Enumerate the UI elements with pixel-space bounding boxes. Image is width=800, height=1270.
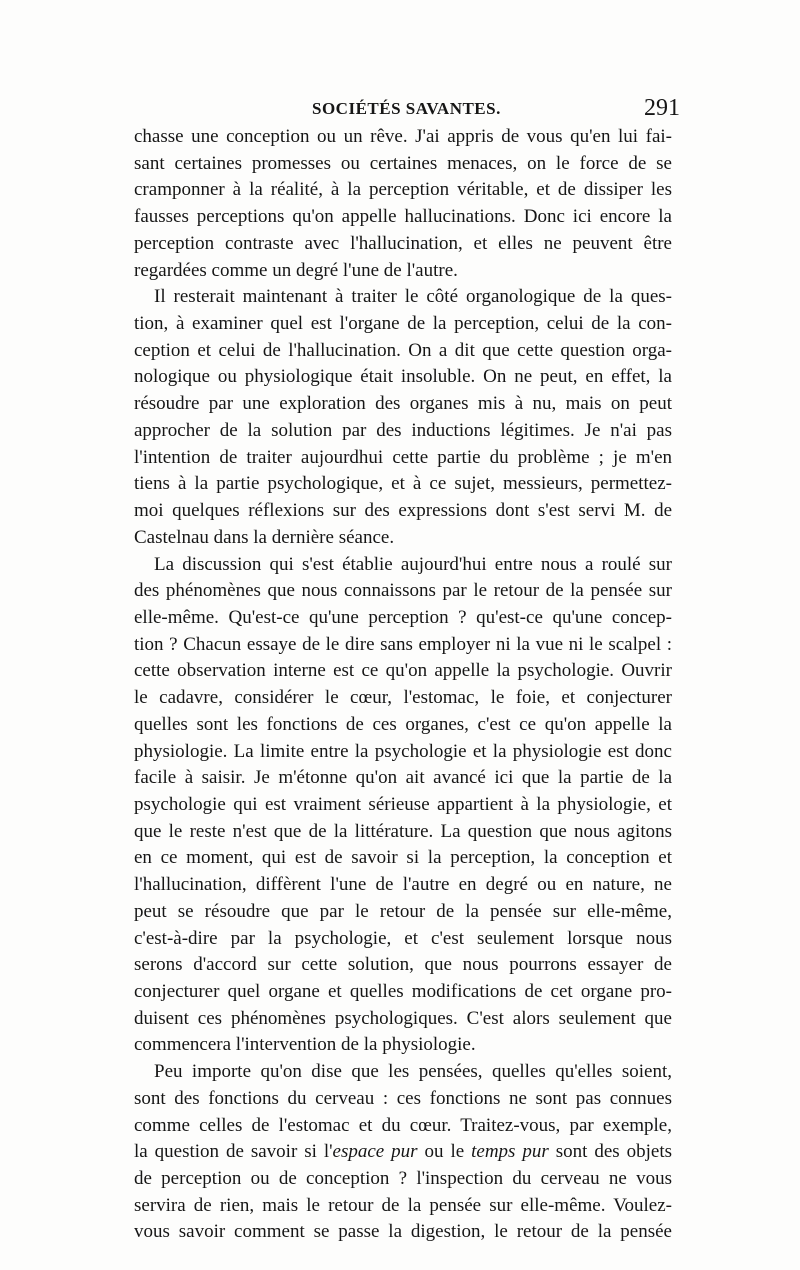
text-line: servira de rien, mais le retour de la pensée sur elle-même. Voulez- xyxy=(134,1194,672,1216)
text-line: duisent ces phénomènes psychologiques. C'est alors seulement que xyxy=(134,1007,672,1029)
body-text xyxy=(134,124,672,1246)
text-line: psychologie qui est vraiment sérieuse appartient à la physiologie, et xyxy=(134,793,672,815)
text-line: conjecturer quel organe et quelles modifications de cet organe pro- xyxy=(134,981,672,1002)
text-line: de perception ou de conception ? l'inspection du cerveau ne vous xyxy=(134,1168,672,1190)
page-number: 291 xyxy=(644,95,680,121)
text-line: Castelnau dans la dernière séance. xyxy=(134,526,395,548)
text-line: sant certaines promesses ou certaines menaces, on le force de se xyxy=(134,152,672,174)
italic-fragment: temps pur xyxy=(471,1141,549,1163)
text-line: cramponner à la réalité, à la perception véritable, et de dissiper les xyxy=(134,179,672,201)
text-line: cette observation interne est ce qu'on appelle la psychologie. Ouvrir xyxy=(134,660,672,682)
running-head xyxy=(134,93,684,123)
text-line: peut se résoudre que par le retour de la pensée sur elle-même, xyxy=(134,900,672,922)
text-line: physiologie. La limite entre la psychologie et la physiologie est donc xyxy=(134,740,672,762)
text-fragment: ou le xyxy=(417,1141,472,1163)
text-line: vous savoir comment se passe la digestion, le retour de la pensée xyxy=(134,1221,672,1243)
text-line: tion ? Chacun essaye de le dire sans employer ni la vue ni le scalpel : xyxy=(134,633,672,655)
text-line: facile à saisir. Je m'étonne qu'on ait avancé ici que la partie de la xyxy=(134,767,672,789)
text-line-with-italics xyxy=(134,1139,672,1166)
text-fragment: sont des objets xyxy=(548,1141,673,1163)
text-line: le cadavre, considérer le cœur, l'estomac, le foie, et conjecturer xyxy=(134,687,672,709)
text-line: quelles sont les fonctions de ces organes, c'est ce qu'on appelle la xyxy=(134,713,672,735)
text-line: chasse une conception ou un rêve. J'ai appris de vous qu'en lui fai- xyxy=(134,126,672,147)
text-line: Peu importe qu'on dise que les pensées, quelles qu'elles soient, xyxy=(154,1061,672,1083)
text-line: sont des fonctions du cerveau : ces fonctions ne sont pas connues xyxy=(134,1087,672,1109)
text-line: fausses perceptions qu'on appelle hallucinations. Donc ici encore la xyxy=(134,206,672,228)
text-line: elle-même. Qu'est-ce qu'une perception ? qu'est-ce qu'une concep- xyxy=(134,606,672,628)
text-line: perception contraste avec l'hallucination, et elles ne peuvent être xyxy=(134,232,672,254)
text-line: regardées comme un degré l'une de l'autre. xyxy=(134,259,458,281)
text-line: Il resterait maintenant à traiter le côté organologique de la ques- xyxy=(154,286,672,308)
text-line: La discussion qui s'est établie aujourd'hui entre nous a roulé sur xyxy=(154,553,672,575)
text-line: tion, à examiner quel est l'organe de la perception, celui de la con- xyxy=(134,313,672,335)
text-line: nologique ou physiologique était insoluble. On ne peut, en effet, la xyxy=(134,366,672,388)
text-line: approcher de la solution par des inductions légitimes. Je n'ai pas xyxy=(134,419,672,441)
text-line: résoudre par une exploration des organes mis à nu, mais on peut xyxy=(134,393,672,415)
text-line: que le reste n'est que de la littérature. La question que nous agitons xyxy=(134,820,672,842)
text-line: serons d'accord sur cette solution, que nous pourrons essayer de xyxy=(134,954,672,976)
text-line: l'hallucination, diffèrent l'une de l'autre en degré ou en nature, ne xyxy=(134,874,672,896)
text-line: ception et celui de l'hallucination. On a dit que cette question orga- xyxy=(134,339,672,361)
text-line: des phénomènes que nous connaissons par le retour de la pensée sur xyxy=(134,580,672,602)
text-line: moi quelques réflexions sur des expressions dont s'est servi M. de xyxy=(134,500,672,522)
text-line: en ce moment, qui est de savoir si la perception, la conception et xyxy=(134,847,672,869)
text-line: comme celles de l'estomac et du cœur. Traitez-vous, par exemple, xyxy=(134,1114,672,1136)
running-title: SOCIÉTÉS SAVANTES. xyxy=(312,99,501,118)
text-line: c'est-à-dire par la psychologie, et c'est seulement lorsque nous xyxy=(134,927,672,949)
text-fragment: la question de savoir si l' xyxy=(134,1141,333,1163)
text-line: commencera l'intervention de la physiologie. xyxy=(134,1034,476,1056)
text-line: tiens à la partie psychologique, et à ce sujet, messieurs, permettez- xyxy=(134,473,672,495)
text-line: l'intention de traiter aujourdhui cette partie du problème ; je m'en xyxy=(134,446,672,468)
italic-fragment: espace pur xyxy=(332,1141,418,1163)
